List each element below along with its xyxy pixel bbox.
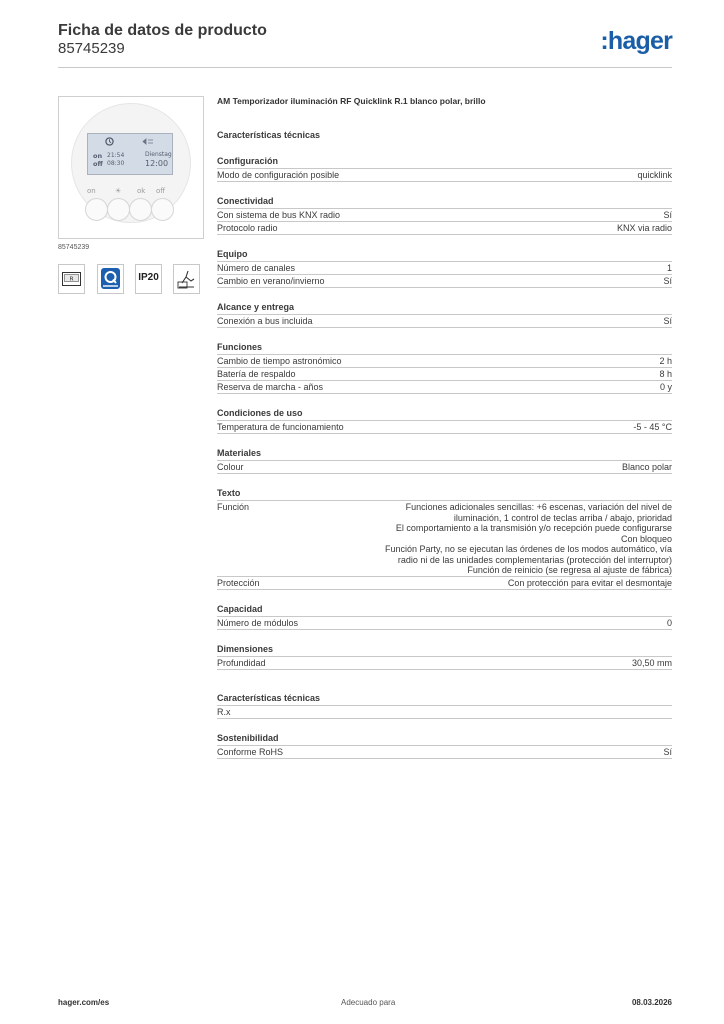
spec-label: Conforme RoHS [217, 746, 284, 757]
spec-value [340, 210, 672, 221]
spec-value-line: 30,50 mm [631, 657, 672, 668]
spec-row [217, 577, 672, 590]
spec-value-line: -5 - 45 °C [633, 422, 672, 432]
hand-install-icon [173, 264, 200, 294]
spec-value [323, 382, 672, 393]
device-display [87, 133, 173, 175]
section-title: Texto [217, 487, 672, 501]
spec-value [325, 276, 672, 287]
svg-text:R: R [69, 276, 74, 283]
spec-value [244, 462, 672, 473]
spec-section [217, 248, 672, 288]
spec-value-line: KNX via radio [616, 223, 672, 233]
spec-value [342, 356, 672, 367]
device-button-ok [129, 198, 152, 221]
quicklink-icon [97, 264, 124, 294]
spec-row [217, 421, 672, 434]
section-title: Características técnicas [217, 692, 672, 706]
spec-value-line: Sí [663, 316, 672, 326]
display-day: Dienstag [145, 151, 172, 158]
spec-sections [217, 129, 672, 759]
spec-row [217, 355, 672, 368]
radio-signal-icon [142, 138, 154, 145]
device-button-label-light: ☀ [115, 187, 122, 195]
spec-label: Número de canales [217, 263, 296, 273]
spec-value-line: Sí [663, 210, 672, 220]
spec-row [217, 501, 672, 577]
spec-label: Temperatura de funcionamiento [217, 422, 344, 432]
spec-label: Cambio en verano/invierno [217, 276, 325, 286]
spec-value [344, 422, 672, 433]
spec-section [217, 692, 672, 719]
spec-label: Cambio de tiempo astronómico [217, 356, 342, 366]
footer-date: 08.03.2026 [631, 998, 672, 1007]
section-title: Alcance y entrega [217, 301, 672, 315]
spec-value-line: 8 h [659, 369, 672, 379]
hager-logo: :hager [600, 27, 672, 55]
spec-section [217, 155, 672, 182]
spec-value [339, 170, 672, 181]
spec-section [217, 732, 672, 759]
spec-section [217, 407, 672, 434]
spec-label: Protocolo radio [217, 223, 278, 233]
spec-table [217, 95, 672, 759]
section-title: Funciones [217, 341, 672, 355]
device-button-off [151, 198, 174, 221]
spec-value [313, 316, 672, 327]
spec-section [217, 341, 672, 394]
spec-row [217, 262, 672, 275]
spec-label: Modo de configuración posible [217, 170, 340, 180]
device-button-label-ok: ok [137, 187, 146, 195]
spec-label: R.x [217, 706, 231, 717]
spec-value [295, 263, 672, 274]
spec-label: Profundidad [217, 657, 266, 668]
spec-row [217, 461, 672, 474]
product-image [58, 96, 204, 239]
footer-suitable-for: Adecuado para [341, 998, 396, 1007]
spec-row [217, 746, 672, 759]
spec-label: Protección [217, 577, 260, 588]
section-title: Equipo [217, 248, 672, 262]
display-off-label: off [93, 160, 103, 168]
spec-section [217, 487, 672, 590]
spec-value-line: 1 [666, 263, 672, 273]
device-button-on [85, 198, 108, 221]
display-clock: 12:00 [145, 159, 169, 168]
display-on-label: on [93, 152, 103, 160]
spec-value [249, 502, 672, 576]
spec-value [296, 369, 672, 380]
spec-section [217, 129, 672, 142]
spec-value [283, 747, 672, 758]
spec-value-line: 0 y [659, 382, 672, 392]
spec-row [217, 209, 672, 222]
section-title: Conectividad [217, 195, 672, 209]
spec-row [217, 169, 672, 182]
spec-section [217, 195, 672, 235]
spec-value-line: Sí [663, 746, 672, 757]
section-title: Configuración [217, 155, 672, 169]
section-title: Dimensiones [217, 643, 672, 657]
image-caption: 85745239 [58, 244, 90, 251]
spec-label: Con sistema de bus KNX radio [217, 210, 341, 220]
display-off-time: 08:30 [107, 160, 125, 167]
spec-label: Conexión a bus incluida [217, 316, 313, 326]
spec-value-line: radio ni de las unidades complementarias (protección del interruptor) [397, 554, 672, 565]
spec-value-line: Función de reinicio (se regresa al ajuste de fábrica) [467, 565, 672, 575]
spec-value-line: iluminación, 1 control de teclas arriba / abajo, prioridad [453, 512, 672, 523]
device-button-label-off: off [156, 187, 166, 195]
clock-symbol-icon [105, 137, 114, 146]
display-on-time: 21:54 [107, 152, 125, 159]
spec-value [298, 618, 672, 629]
spec-value [278, 223, 672, 234]
spec-row [217, 315, 672, 328]
spec-row [217, 617, 672, 630]
ip20-label: IP20 [138, 272, 159, 283]
spec-label: Colour [217, 462, 244, 472]
spec-label: Función [217, 502, 250, 512]
spec-row [217, 381, 672, 394]
spec-value-line: 0 [666, 617, 672, 628]
page-title: Ficha de datos de producto [58, 22, 267, 39]
spec-row [217, 657, 672, 670]
spec-section [217, 603, 672, 630]
spec-section [217, 643, 672, 670]
section-title: Sostenibilidad [217, 732, 672, 746]
spec-value-line: 2 h [659, 356, 672, 366]
product-code: 85745239 [58, 40, 125, 57]
section-title: Condiciones de uso [217, 407, 672, 421]
section-title: Capacidad [217, 603, 672, 617]
section-title: Materiales [217, 447, 672, 461]
spec-row [217, 222, 672, 235]
spec-section [217, 447, 672, 474]
spec-value-line: quicklink [637, 170, 672, 180]
spec-label: Número de módulos [217, 617, 299, 628]
spec-row [217, 706, 672, 719]
timer-icon [58, 264, 85, 294]
header-divider [58, 67, 672, 68]
spec-label: Batería de respaldo [217, 369, 296, 379]
section-title: Características técnicas [217, 130, 321, 140]
spec-value-line: Con bloqueo [620, 533, 672, 544]
spec-value-line: Sí [663, 276, 672, 286]
device-button-light [107, 198, 130, 221]
device-button-label-on: on [87, 187, 96, 195]
spec-value-line: Funciones adicionales sencillas: +6 escenas, variación del nivel de [405, 502, 672, 512]
spec-value-line: Con protección para evitar el desmontaje [507, 577, 672, 588]
spec-value-line: El comportamiento a la transmisión y/o recepción puede configurarse [395, 523, 672, 533]
spec-value [266, 658, 672, 669]
ip20-icon [135, 264, 162, 294]
timer-device [71, 103, 191, 223]
spec-section [217, 301, 672, 328]
footer-website: hager.com/es [58, 998, 110, 1007]
spec-value [260, 578, 672, 589]
spec-value-line: Función Party, no se ejecutan las órdenes de los modos automático, vía [385, 544, 672, 554]
spec-row [217, 275, 672, 288]
spec-row [217, 368, 672, 381]
product-title: AM Temporizador iluminación RF Quicklink R.1 blanco polar, brillo [217, 96, 486, 106]
spec-label: Reserva de marcha - años [217, 382, 324, 392]
spec-value-line: Blanco polar [621, 462, 672, 472]
